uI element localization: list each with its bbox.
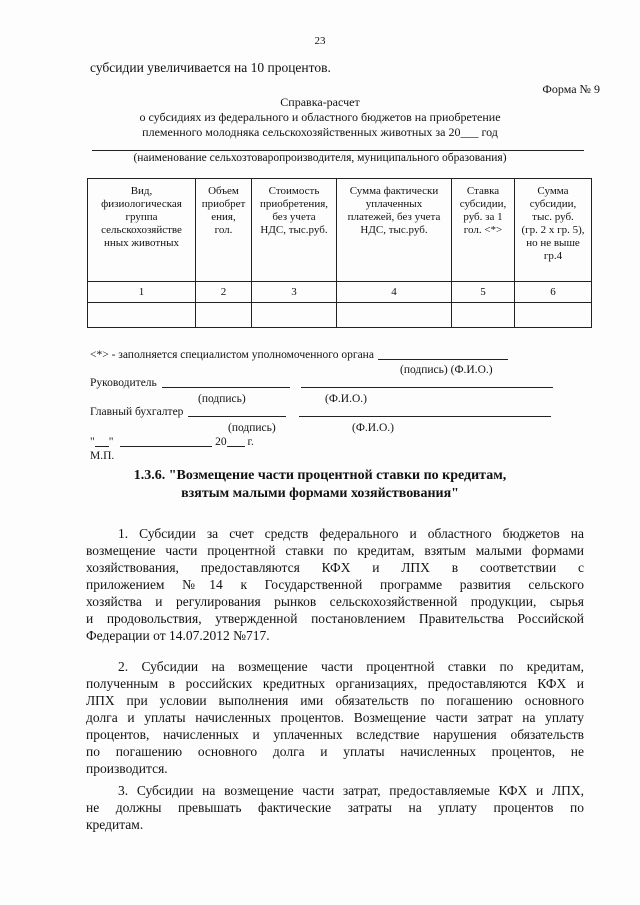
- column-number: 6: [515, 282, 592, 303]
- empty-cell: [252, 303, 337, 328]
- table-column-numbers-row: [88, 282, 592, 303]
- column-number: 3: [252, 282, 337, 303]
- header-animal-type: Вид, физиологическая группа сельскохозяйстве нных животных: [88, 179, 196, 282]
- section-heading: [0, 467, 640, 503]
- empty-cell: [196, 303, 252, 328]
- table-empty-row: [88, 303, 592, 328]
- form-title-block: [0, 95, 640, 140]
- stamp-label: М.П.: [90, 450, 115, 462]
- accountant-fio-caption: (Ф.И.О.): [352, 422, 394, 434]
- header-paid-sum: Сумма фактически уплаченных платежей, без учета НДС, тыс.руб.: [337, 179, 452, 282]
- date-year: 20: [215, 436, 227, 448]
- subsidy-table: [87, 178, 592, 328]
- director-fio-caption: (Ф.И.О.): [325, 393, 367, 405]
- accountant-label: Главный бухгалтер: [90, 406, 184, 418]
- header-subsidy-sum: Сумма субсидии, тыс. руб. (гр. 2 х гр. 5), но не выше гр.4: [515, 179, 592, 282]
- paragraph-3: 3. Субсидии на возмещение части затрат, предоставляемые КФХ и ЛПХ, не должны превышать фактические затраты на уплату процентов по кредитам.: [86, 783, 584, 832]
- empty-cell: [337, 303, 452, 328]
- accountant-fio-line: [299, 416, 551, 417]
- header-rate: Ставка субсидии, руб. за 1 гол. <*>: [452, 179, 515, 282]
- paragraph-1: 1. Субсидии за счет средств федерального и областного бюджетов на возмещение части процентной ставки по кредитам, взятым малыми формами хозяйствования, предоставляются КФХ и ЛПХ в соответствии с приложением №14 к Государственной программе развития сельского хозяйства и регулирования рынков сельскохозяйственной продукции, сырья и продовольствия, утвержденной постановлением Правительства Российской Федерации от 14.07.2012 №717.: [86, 526, 584, 643]
- director-label: Руководитель: [90, 377, 157, 389]
- empty-cell: [88, 303, 196, 328]
- director-row: [90, 377, 553, 389]
- year-line: [227, 446, 245, 447]
- day-line: [95, 446, 109, 447]
- name-underline: [92, 150, 584, 151]
- table-header-row: [88, 179, 592, 282]
- footnote: [90, 349, 508, 361]
- name-caption: (наименование сельхозтоваропроизводителя, муниципального образования): [133, 152, 507, 164]
- form-subtitle-line2: племенного молодняка сельскохозяйственных животных за 20___ год: [142, 125, 498, 139]
- director-fio-line: [301, 387, 553, 388]
- director-signature-line: [162, 387, 290, 388]
- header-cost: Стоимость приобретения, без учета НДС, тыс.руб.: [252, 179, 337, 282]
- column-number: 5: [452, 282, 515, 303]
- accountant-signature-line: [188, 416, 286, 417]
- column-number: 1: [88, 282, 196, 303]
- form-title: Справка-расчет: [280, 95, 360, 109]
- month-line: [120, 446, 212, 447]
- header-volume: Объем приобрет ения, гол.: [196, 179, 252, 282]
- form-number: Форма № 9: [542, 82, 600, 96]
- column-number: 4: [337, 282, 452, 303]
- date-suffix: г.: [247, 436, 254, 448]
- footnote-sub-caption: (подпись) (Ф.И.О.): [400, 364, 493, 376]
- column-number: 2: [196, 282, 252, 303]
- accountant-signature-caption: (подпись): [228, 422, 276, 434]
- intro-text: субсидии увеличивается на 10 процентов.: [90, 60, 331, 75]
- footnote-text: <*> - заполняется специалистом уполномоченного органа: [90, 349, 374, 361]
- specialist-sign-line: [378, 359, 508, 360]
- form-subtitle-line1: о субсидиях из федерального и областного бюджетов на приобретение: [139, 110, 501, 124]
- director-signature-caption: (подпись): [198, 393, 246, 405]
- date-row: " " 20 г.: [90, 436, 254, 448]
- section-heading-line1: 1.3.6. "Возмещение части процентной ставки по кредитам,: [133, 468, 507, 483]
- section-heading-line2: взятым малыми формами хозяйствования": [181, 486, 459, 501]
- page-number: 23: [314, 35, 326, 47]
- empty-cell: [452, 303, 515, 328]
- accountant-row: [90, 406, 551, 418]
- paragraph-2: 2. Субсидии на возмещение части процентной ставки по кредитам, полученным в российских кредитных организациях, предоставляются КФХ и ЛПХ при условии выполнения ими обязательств по погашению основного долга и уплаты начисленных процентов. Возмещение части затрат на уплату процентов, начисленных и уплаченных вследствие нарушения обязательств по погашению основного долга и уплаты начисленных процентов, не производится.: [86, 659, 584, 776]
- empty-cell: [515, 303, 592, 328]
